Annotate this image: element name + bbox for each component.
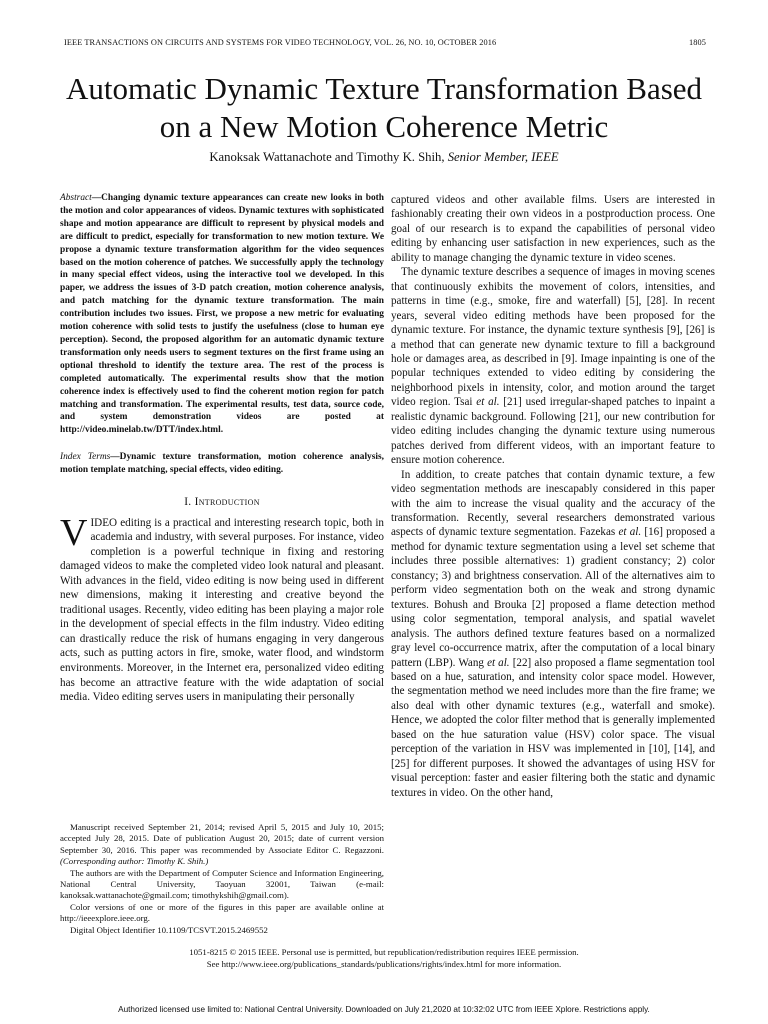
page-number: 1805 xyxy=(689,38,706,47)
intro-paragraph xyxy=(60,511,384,705)
journal-name: IEEE TRANSACTIONS ON CIRCUITS AND SYSTEMS FOR VIDEO TECHNOLOGY, VOL. 26, NO. 10, OCTOBER 2016 xyxy=(64,38,497,47)
p3-etal-2: et al. xyxy=(487,656,510,669)
footnote-doi: Digital Object Identifier 10.1109/TCSVT.2015.2469552 xyxy=(70,924,268,935)
author-role: Senior Member, IEEE xyxy=(447,150,559,164)
footnote-manuscript xyxy=(60,822,384,868)
intro-text: IDEO editing is a practical and interesting research topic, both in academia and industry, with several purposes. For instance, video completion is a powerful technique in fixing and restoring damaged videos to make the completed video look natural and pleasant. With advances in the field, video editing is now being used in different new dimensions, making it interesting and creative beyond the traditional usages. Recently, video editing has been playing a major role in the development of special effects in the film industry. Video editing can drastically reduce the risk of humans engaging in very dangerous acts, such as putting actors in fire, smoke, water flood, and windstorm environments. Moreover, in the Internet era, personalized video editing has become an attractive feature with the wide adaptation of social media. Video editing serves users in manipulating their personally xyxy=(60,516,384,704)
index-terms: Index Terms—Dynamic texture transformation, motion coherence analysis, motion template matching, special effects, video editing. xyxy=(60,452,384,476)
right-paragraph-1: captured videos and other available films. Users are interested in fashionably creating their own videos in a postproduction process. One goal of our research is to expand the capabilities of personal video editing by enhancing user satisfaction in new experiences, such as the ability to manage changing the dynamic texture in video scenes. xyxy=(391,194,715,264)
p3-etal-1: et al. xyxy=(618,526,642,539)
left-column xyxy=(60,192,384,705)
copyright-line-1: 1051-8215 © 2015 IEEE. Personal use is permitted, but republication/redistribution requires IEEE permission. xyxy=(189,947,579,957)
right-column xyxy=(391,193,715,800)
index-terms-label: Index Terms xyxy=(60,452,111,463)
footnote-dates: Manuscript received September 21, 2014; revised April 5, 2015 and July 10, 2015; accepted July 28, 2015. Date of publication August 20, 2015; date of current version September 30, 2016. This paper was recommended by Associate Editor C. Regazzoni. xyxy=(60,822,384,855)
running-header xyxy=(64,38,706,47)
footnote-corresponding: (Corresponding author: Timothy K. Shih.) xyxy=(60,856,209,867)
p2-etal: et al. xyxy=(476,396,500,409)
author-names: Kanoksak Wattanachote and Timothy K. Shih, xyxy=(209,150,445,164)
right-paragraph-2 xyxy=(391,265,715,467)
p2-text-b: [21] used irregular-shaped patches to inpaint a realistic dynamic background. Following [21], our new contribution for video editing includes changing the dynamic texture using numerous patches derived from different videos, with an important feature to ensure motion coherence. xyxy=(391,396,715,467)
drop-cap: V xyxy=(60,511,88,554)
title-line-2: on a New Motion Coherence Metric xyxy=(159,109,609,144)
abstract-label: Abstract xyxy=(60,193,92,203)
authorized-use-notice: Authorized licensed use limited to: National Central University. Downloaded on July 21,2020 at 10:32:02 UTC from IEEE Xplore. Restrictions apply. xyxy=(118,1005,650,1014)
paper-title xyxy=(0,70,768,146)
section-heading: I. Introduction xyxy=(184,496,260,509)
author-line xyxy=(0,150,768,165)
p3-text-b: [16] proposed a method for dynamic texture segmentation using a level set scheme that includes three possible alternatives: 1) gradient constancy; 2) color constancy; 3) and brightness conservation. All of the alternatives aim to perform video segmentation both on the weak and strong dynamic textures. Bohush and Brouka [2] proposed a flame detection method using color segmentation, temporal analysis, and spatial wavelet analysis. The authors defined texture features based on a normalized gray level co-occurrence matrix, after the computation of a local binary pattern (LBP). Wang xyxy=(391,526,716,669)
copyright-notice xyxy=(0,946,768,970)
abstract-text: Changing dynamic texture appearances can create new looks in both the motion and color appearances of videos. Dynamic textures with sophisticated shape and motion appearance are difficult to represent by physical models and are difficult to predict, especially for transformation to new motion texture. We propose a dynamic texture transformation algorithm for the video sequences based on the motion coherence of patches. We successfully apply the technology in many special effect videos, using the interactive tool we developed. In this paper, we address the issues of 3-D patch creation, motion coherence analysis, and patch matching for the dynamic texture transformation. The main contribution includes two issues. First, we propose a new metric for evaluating motion coherence with solid tests to justify the usefulness (close to human eye perception). Second, the proposed algorithm for an automatic dynamic texture transformation only needs users to segment textures on the first frame using an optional threshold to identify the texture area. The rest of the process is completed automatically. The experimental results show that the motion coherence index is effectively used to find the coherent motion region for patch matching and transformation. The experimental results, test data, source code, and system demonstration videos are posted at http://video.minelab.tw/DTT/index.html. xyxy=(60,193,384,436)
abstract: Abstract—Changing dynamic texture appearances can create new looks in both the motion and color appearances of videos. Dynamic textures with sophisticated shape and motion appearance are difficult to represent by physical models and are difficult to predict, especially for transformation to new motion texture. We propose a dynamic texture transformation algorithm for the video sequences based on the motion coherence of patches. We successfully apply the technology in many special effect videos, using the interactive tool we developed. In this paper, we address the issues of 3-D patch creation, motion coherence analysis, and patch matching for the dynamic texture transformation. The main contribution includes two issues. First, we propose a new metric for evaluating motion coherence with solid tests to justify the usefulness (close to human eye perception). Second, the proposed algorithm for an automatic dynamic texture transformation only needs users to segment textures on the first frame using an optional threshold to identify the texture area. The rest of the process is completed automatically. The experimental results show that the motion coherence index is effectively used to find the coherent motion region for patch matching and transformation. The experimental results, test data, source code, and system demonstration videos are posted at http://video.minelab.tw/DTT/index.html. xyxy=(60,193,384,436)
footnotes xyxy=(60,822,384,936)
copyright-line-2: See http://www.ieee.org/publications_standards/publications/rights/index.html for more information. xyxy=(206,959,562,969)
p3-text-c: [22] also proposed a flame segmentation tool based on a hue, saturation, and intensity color space model. However, the segmentation method we need includes more than the fire frame; we also deal with other dynamic textures (e.g., waterfall and smoke). Hence, we adopted the color filter method that is generally implemented based on the hue saturation value (HSV) color space. The visual perception of the variation in HSV was implemented in [10], [14], and [25] for different purposes. It showed the advantages of using HSV for visual perception: faster and easier filtering both the static and dynamic textures in video. On the other hand, xyxy=(391,656,715,799)
p2-text-a: The dynamic texture describes a sequence of images in moving scenes that continuously exhibits the movement of colors, intensities, and patterns in time (e.g., smoke, fire and waterfall) [5], [28]. In recent years, several video editing methods have been proposed for the dynamic texture. For instance, the dynamic texture synthesis [9], [26] is a method that can generate new dynamic texture to fill a background hole or damages area, as described in [9]. Image inpainting is one of the popular techniques extended to video editing by considering the neighborhood pixels in intensity, color, and motion around the target video region. Tsai xyxy=(391,266,715,409)
footnote-affiliation: The authors are with the Department of Computer Science and Information Engineering, National Central University, Taoyuan 32001, Taiwan (e-mail: kanoksak.wattanachote@gmail.com; timothykshih@gmail.com). xyxy=(60,867,384,901)
footnote-color: Color versions of one or more of the figures in this paper are available online at http://ieeexplore.ieee.org. xyxy=(60,901,384,924)
p3-text-a: In addition, to create patches that contain dynamic texture, a few video segmentation methods are inescapably considered in this paper with the aim to increase the visual quality and the accuracy of the transformation. Recently, several researchers demonstrated various aspects of dynamic texture segmentation. Fazekas xyxy=(391,468,715,539)
title-line-1: Automatic Dynamic Texture Transformation Based xyxy=(65,71,703,106)
index-terms-text: Dynamic texture transformation, motion coherence analysis, motion template matching, special effects, video editing. xyxy=(60,452,384,476)
right-paragraph-3 xyxy=(391,468,715,800)
